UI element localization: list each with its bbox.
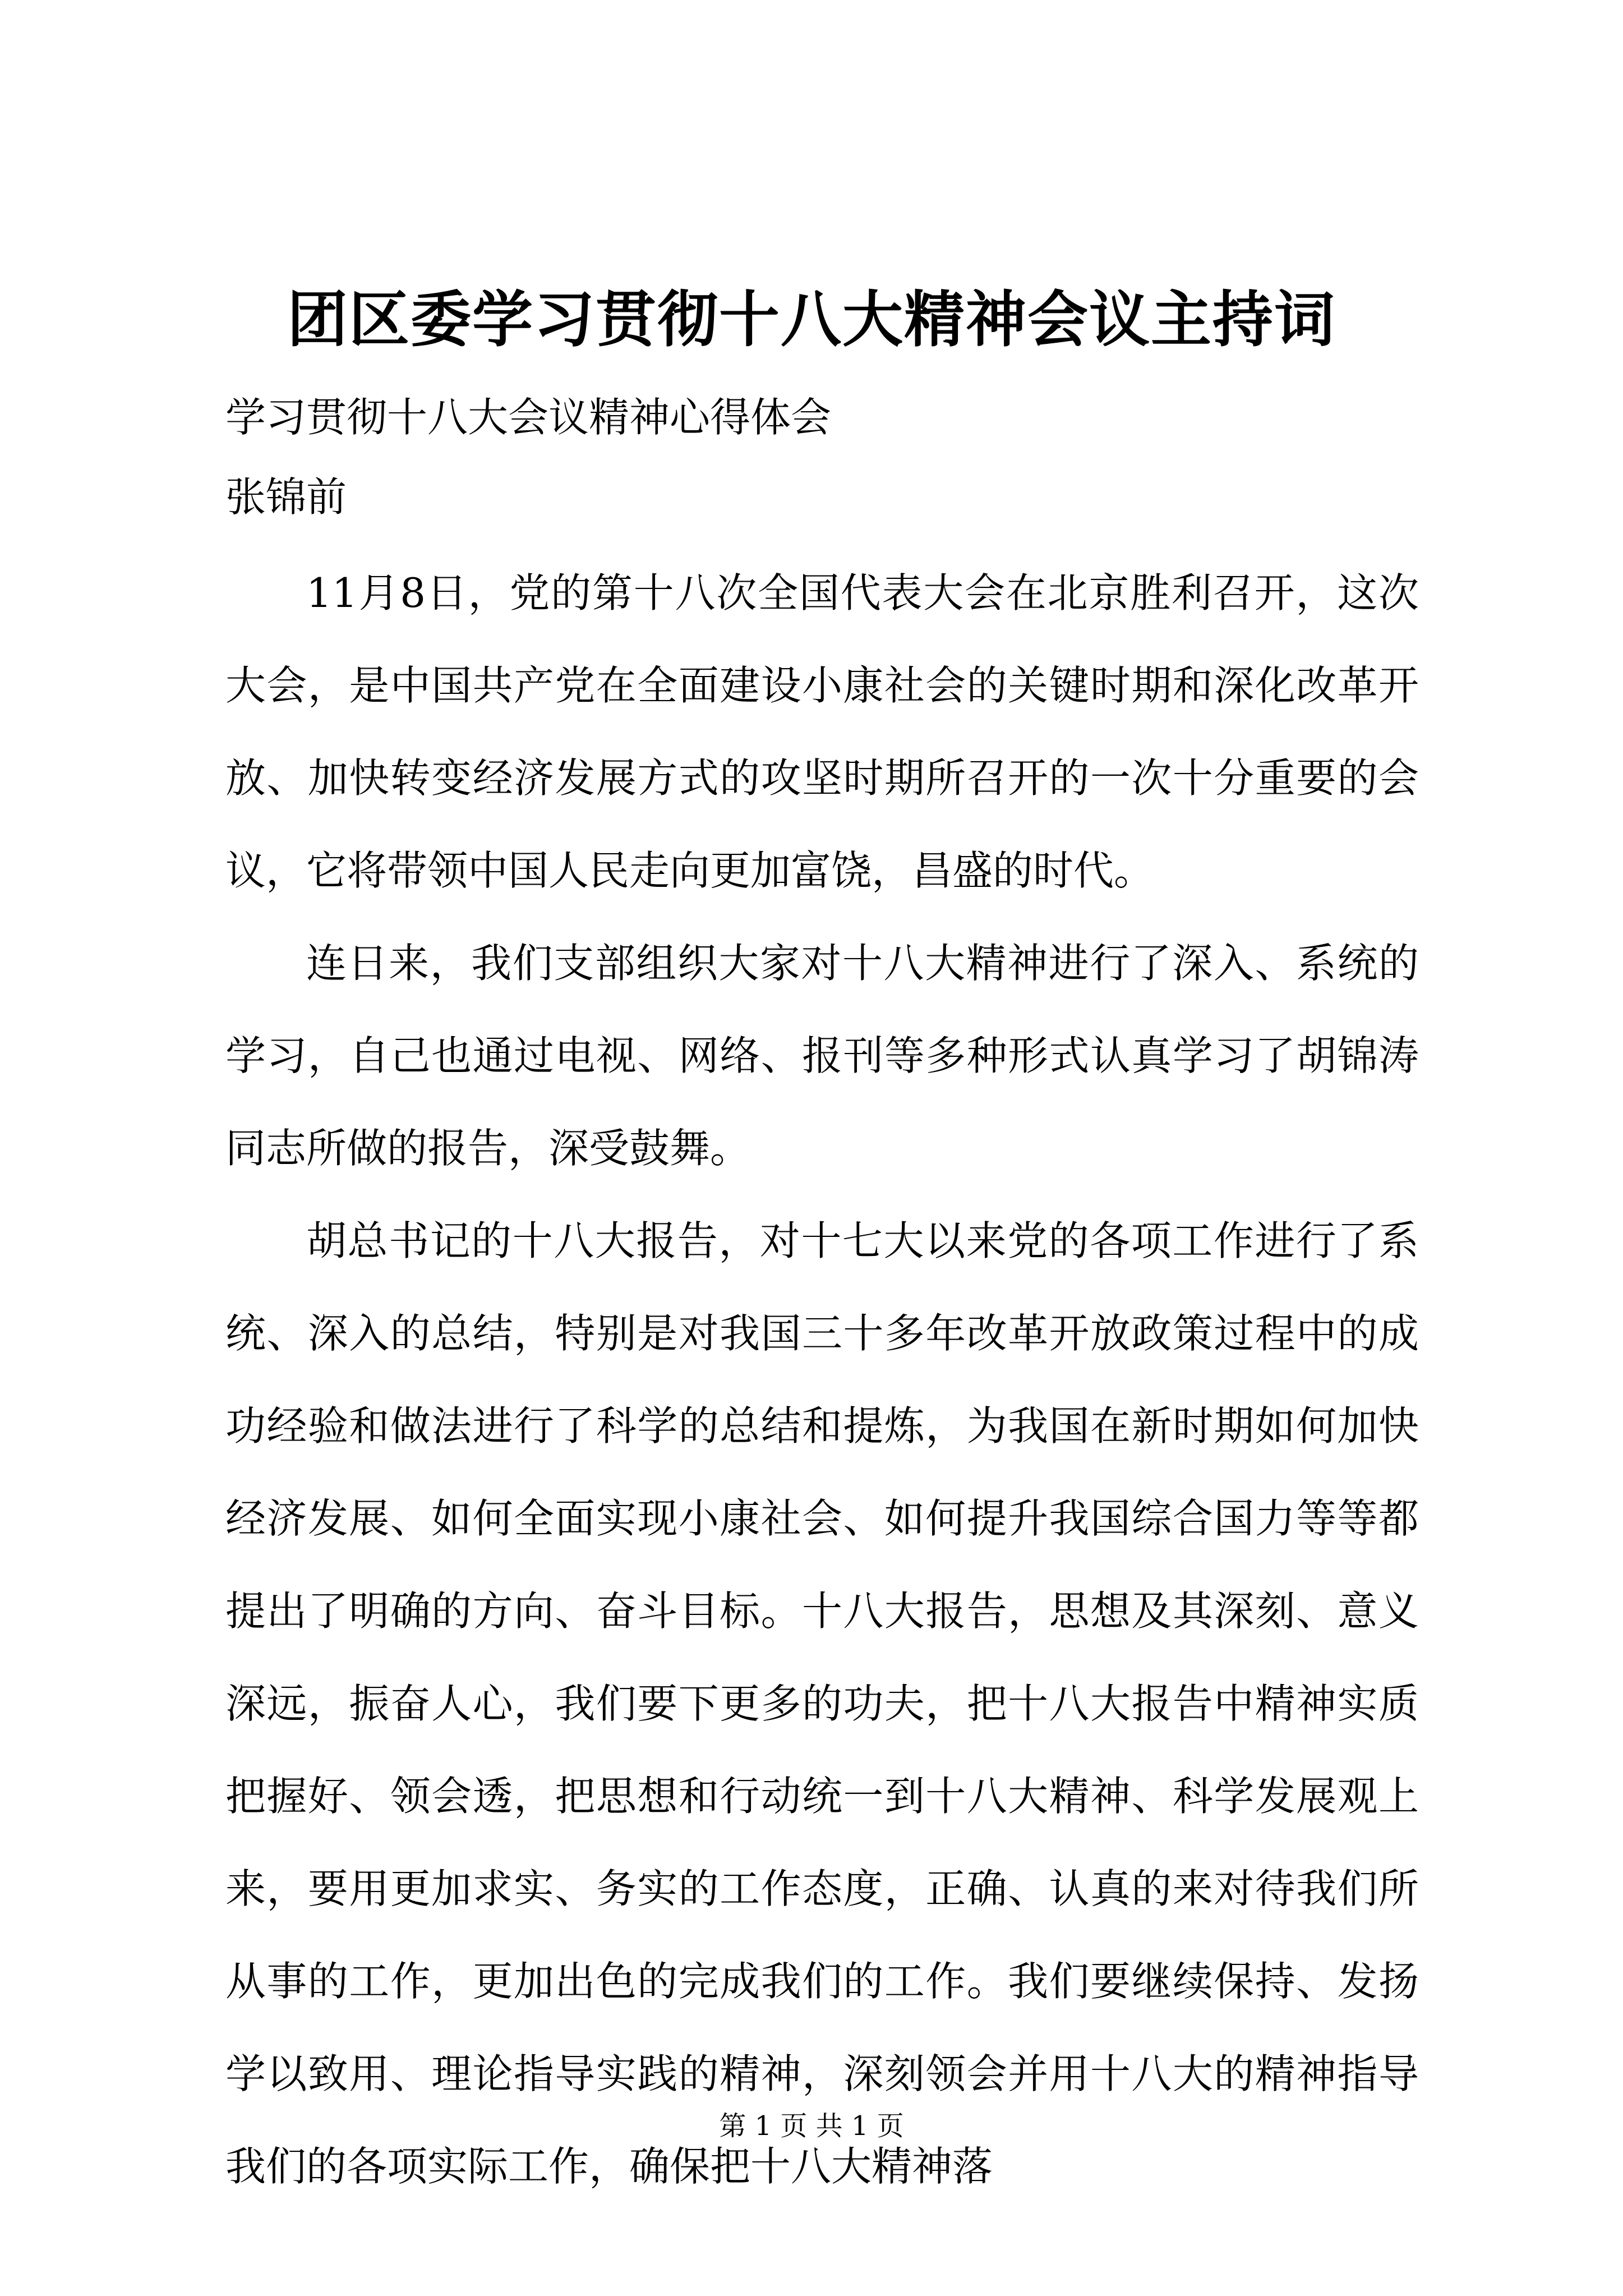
page-number-footer: 第 1 页 共 1 页 xyxy=(719,2110,904,2142)
body-paragraph: 连日来，我们支部组织大家对十八大精神进行了深入、系统的学习，自己也通过电视、网络、报刊等多种形式认真学习了胡锦涛同志所做的报告，深受鼓舞。 xyxy=(225,940,1419,1172)
document-subtitle: 学习贯彻十八大会议精神心得体会 xyxy=(225,394,832,441)
body-paragraph: 11月8日，党的第十八次全国代表大会在北京胜利召开，这次大会，是中国共产党在全面建设小康社会的关键时期和深化改革开放、加快转变经济发展方式的攻坚时期所召开的一次十分重要的会议，它将带领中国人民走向更加富饶，昌盛的时代。 xyxy=(225,569,1419,894)
body-paragraph: 胡总书记的十八大报告，对十七大以来党的各项工作进行了系统、深入的总结，特别是对我国三十多年改革开放政策过程中的成功经验和做法进行了科学的总结和提炼，为我国在新时期如何加快经济发展、如何全面实现小康社会、如何提升我国综合国力等等都提出了明确的方向、奋斗目标。十八大报告，思想及其深刻、意义深远，振奋人心，我们要下更多的功夫，把十八大报告中精神实质把握好、领会透，把思想和行动统一到十八大精神、科学发展观上来，要用更加求实、务实的工作态度，正确、认真的来对待我们所从事的工作，更加出色的完成我们的工作。我们要继续保持、发扬学以致用、理论指导实践的精神，深刻领会并用十八大的精神指导我们的各项实际工作，确保把十八大精神落 xyxy=(225,1217,1419,2190)
document-body xyxy=(225,547,1419,2213)
document-title: 团区委学习贯彻十八大精神会议主持词 xyxy=(287,284,1336,355)
document-author: 张锦前 xyxy=(225,473,347,521)
